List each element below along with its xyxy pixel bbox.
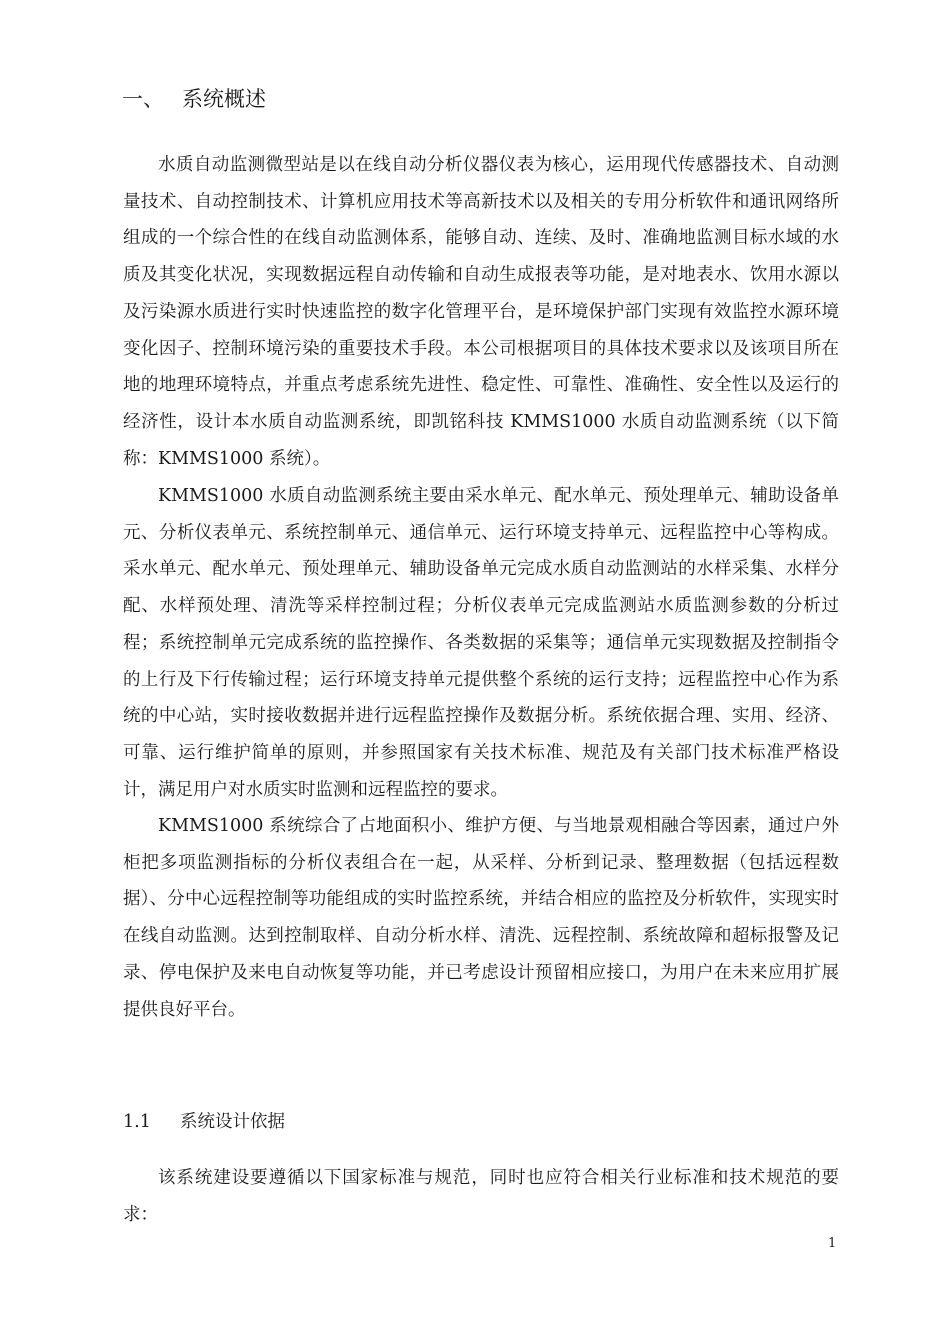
- subsection-number: 1.1: [123, 1112, 151, 1132]
- subsection-title: 系统设计依据: [180, 1112, 285, 1132]
- paragraph-system-features: KMMS1000 系统综合了占地面积小、维护方便、与当地景观相融合等因素，通过户外柜把多项监测指标的分析仪表组合在一起，从采样、分析到记录、整理数据（包括远程数据）、分中心远程控制等功能组成的实时监控系统，并结合相应的监控及分析软件，实现实时在线自动监测。达到控制取样、自动分析水样、清洗、远程控制、系统故障和超标报警及记录、停电保护及来电自动恢复等功能，并已考虑设计预留相应接口，为用户在未来应用扩展提供良好平台。: [123, 816, 839, 1020]
- paragraph-overview: 水质自动监测微型站是以在线自动分析仪器仪表为核心，运用现代传感器技术、自动测量技术、自动控制技术、计算机应用技术等高新技术以及相关的专用分析软件和通讯网络所组成的一个综合性的在线自动监测体系，能够自动、连续、及时、准确地监测目标水域的水质及其变化状况，实现数据远程自动传输和自动生成报表等功能，是对地表水、饮用水源以及污染源水质进行实时快速监控的数字化管理平台，是环境保护部门实现有效监控水源环境变化因子、控制环境污染的重要技术手段。本公司根据项目的具体技术要求以及该项目所在地的地理环境特点，并重点考虑系统先进性、稳定性、可靠性、准确性、安全性以及运行的经济性，设计本水质自动监测系统，即凯铭科技 KMMS1000 水质自动监测系统（以下简称：KMMS1000 系统）。: [123, 155, 839, 469]
- page-number: 1: [828, 1236, 837, 1251]
- section-title: 系统概述: [182, 87, 266, 111]
- subsection-heading: [123, 1108, 285, 1136]
- paragraph-system-composition: KMMS1000 水质自动监测系统主要由采水单元、配水单元、预处理单元、辅助设备单元、分析仪表单元、系统控制单元、通信单元、运行环境支持单元、远程监控中心等构成。采水单元、配水单元、预处理单元、辅助设备单元完成水质自动监测站的水样采集、水样分配、水样预处理、清洗等采样控制过程；分析仪表单元完成监测站水质监测参数的分析过程；系统控制单元完成系统的监控操作、各类数据的采集等；通信单元实现数据及控制指令的上行及下行传输过程；运行环境支持单元提供整个系统的运行支持；远程监控中心作为系统的中心站，实时接收数据并进行远程监控操作及数据分析。系统依据合理、实用、经济、可靠、运行维护简单的原则，并参照国家有关技术标准、规范及有关部门技术标准严格设计，满足用户对水质实时监测和远程监控的要求。: [123, 486, 839, 800]
- section-number: 一、: [122, 87, 164, 111]
- section-heading: [122, 84, 266, 114]
- paragraph-design-basis: 该系统建设要遵循以下国家标准与规范，同时也应符合相关行业标准和技术规范的要求：: [123, 1168, 839, 1225]
